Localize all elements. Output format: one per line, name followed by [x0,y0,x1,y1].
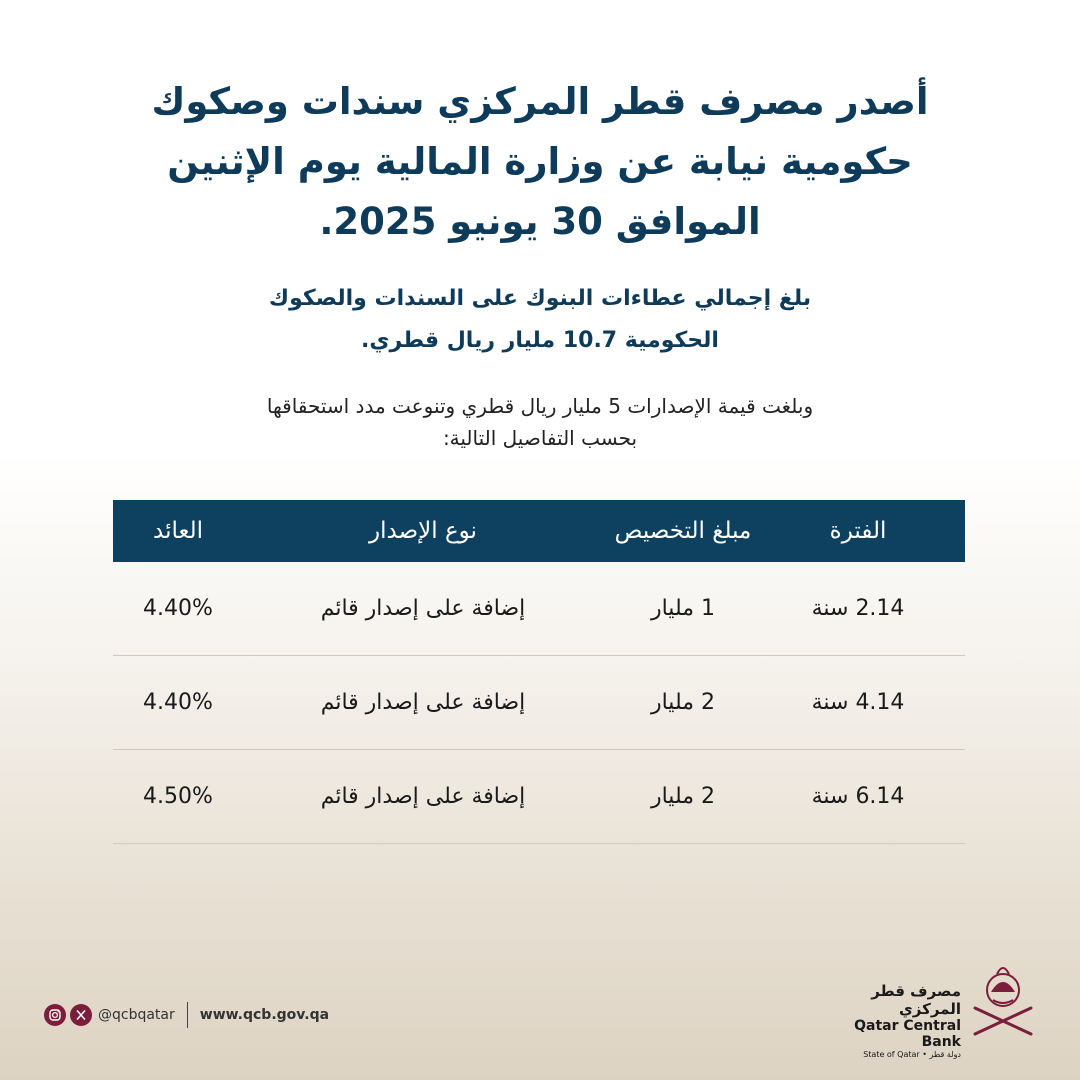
cell-type: إضافة على إصدار قائم [320,690,526,715]
logo-state-label: State of Qatar • دولة قطر [863,1050,961,1059]
header-amount: مبلغ التخصيص [614,518,752,544]
cell-period: 4.14 سنة [811,690,905,715]
logo-arabic-name: مصرف قطر المركزي [871,982,961,1018]
header-period: الفترة [829,518,887,544]
cell-amount: 2 مليار [650,784,716,809]
subheadline-line-2: الحكومية 10.7 مليار ريال قطري. [361,328,719,353]
cell-period: 2.14 سنة [811,596,905,621]
headline-line-2: حكومية نيابة عن وزارة المالية يوم الإثنين [167,140,913,183]
qatar-emblem-icon [967,962,1039,1038]
cell-yield: 4.40% [143,690,213,715]
cell-yield: 4.50% [143,784,213,809]
table-row [113,656,965,750]
footer-divider [187,1002,188,1028]
instagram-icon[interactable] [44,1004,66,1026]
headline-line-3: الموافق 30 يونيو 2025. [319,200,761,243]
website-link[interactable]: www.qcb.gov.qa [199,1007,330,1023]
headline [120,72,960,252]
footer-social [44,1000,329,1030]
logo-text [826,982,961,1059]
logo-english-name: Qatar Central Bank [854,1018,961,1050]
cell-amount: 2 مليار [650,690,716,715]
body-paragraph [140,390,940,454]
headline-line-1: أصدر مصرف قطر المركزي سندات وصكوك [151,80,929,123]
table-header [113,500,965,562]
social-handle-link[interactable]: @qcbqatar [98,1007,175,1023]
body-line-2: بحسب التفاصيل التالية: [442,426,638,450]
table-row [113,750,965,844]
cell-period: 6.14 سنة [811,784,905,809]
qcb-logo [826,962,1041,1059]
table-row [113,562,965,656]
cell-type: إضافة على إصدار قائم [320,596,526,621]
subheadline [160,278,920,362]
header-yield: العائد [153,518,203,544]
body-line-1: وبلغت قيمة الإصدارات 5 مليار ريال قطري وتنوعت مدد استحقاقها [266,394,814,418]
header-type: نوع الإصدار [369,518,477,544]
subheadline-line-1: بلغ إجمالي عطاءات البنوك على السندات والصكوك [268,286,812,311]
x-icon[interactable] [70,1004,92,1026]
cell-yield: 4.40% [143,596,213,621]
cell-amount: 1 مليار [650,596,716,621]
cell-type: إضافة على إصدار قائم [320,784,526,809]
issuance-table [113,500,965,844]
